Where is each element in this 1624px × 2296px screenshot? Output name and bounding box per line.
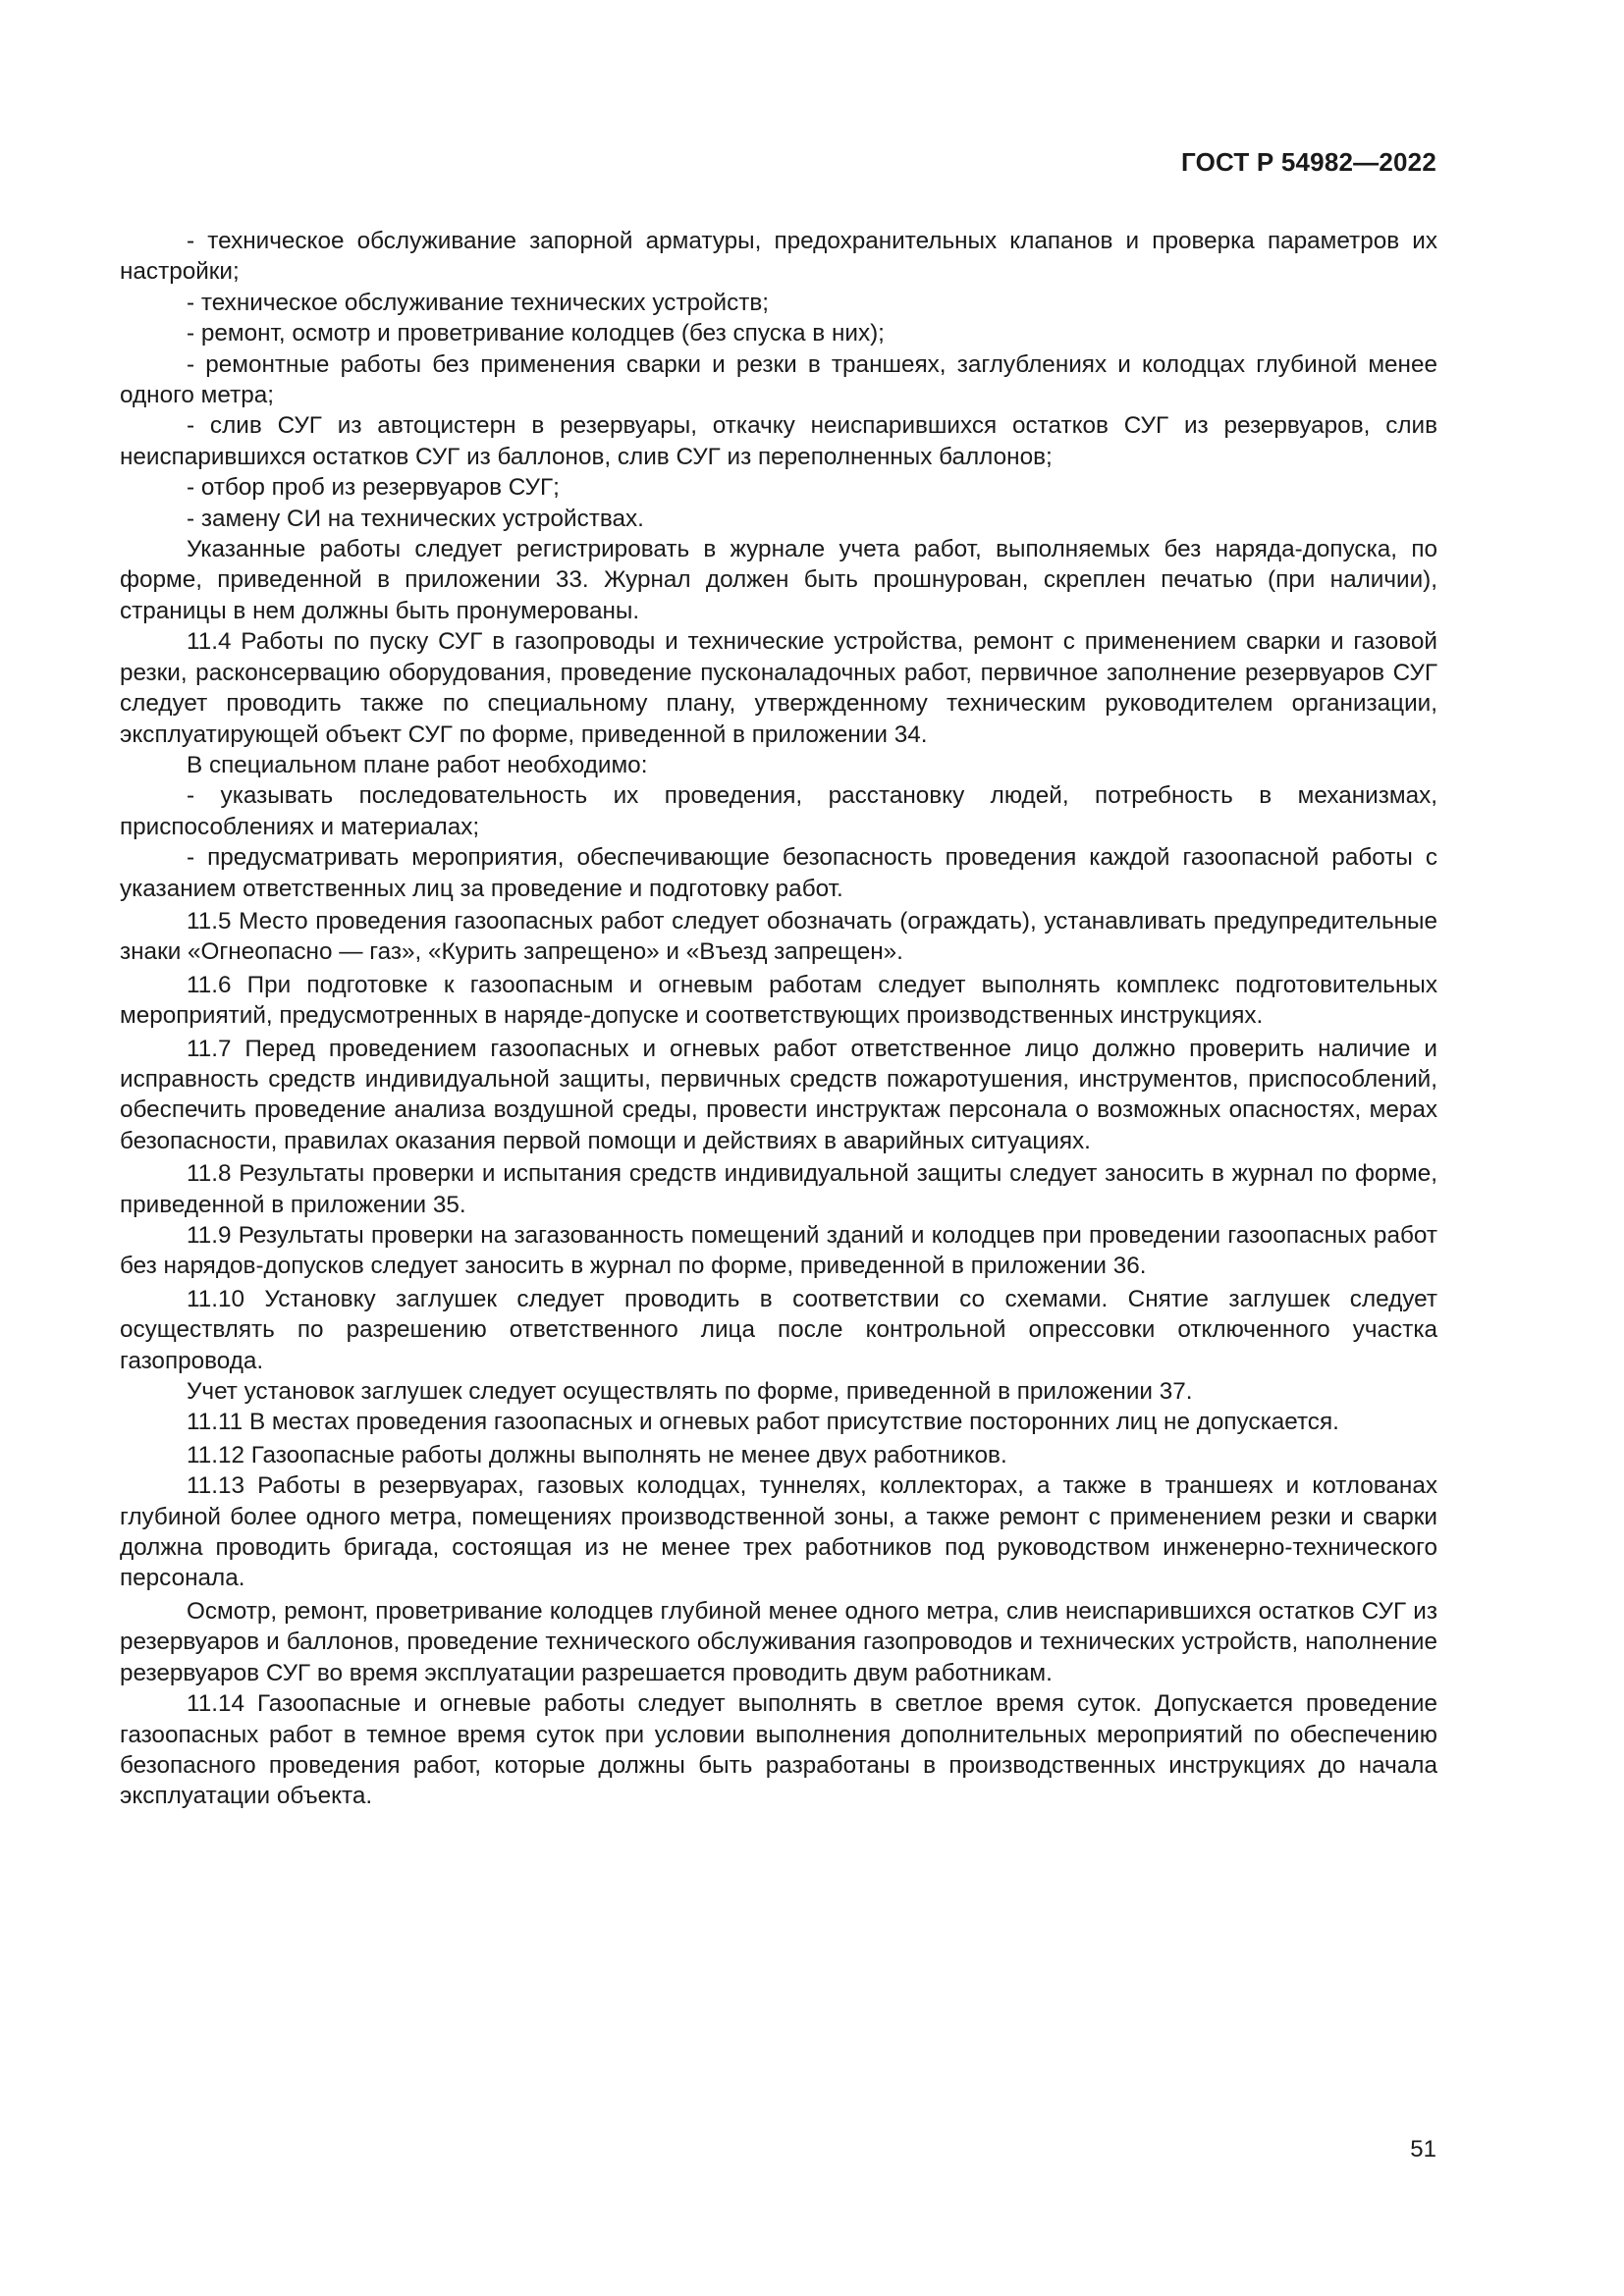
section-11-6: 11.6 При подготовке к газоопасным и огневым работам следует выполнять комплекс подготовительных мероприятий, предусмотренных в наряде-допуске и соответствующих производственных инструкциях. — [120, 971, 1437, 1030]
section-11-13: 11.13 Работы в резервуарах, газовых колодцах, туннелях, коллекторах, а также в траншеях и котлованах глубиной более одного метра, помещениях производственной зоны, а также ремонт с применением резки и сварки должна проводить бригада, состоящая из не менее трех работников под руководством инженерно-технического персонала. — [120, 1472, 1437, 1592]
page-number: 51 — [1410, 2136, 1436, 2163]
paragraph: - слив СУГ из автоцистерн в резервуары, откачку неиспарившихся остатков СУГ из резервуаров, слив неиспарившихся остатков СУГ из баллонов, слив СУГ из переполненных баллонов; — [120, 412, 1437, 470]
paragraph: - техническое обслуживание технических устройств; — [187, 289, 770, 316]
paragraph: - замену СИ на технических устройствах. — [187, 505, 644, 532]
section-11-4: 11.4 Работы по пуску СУГ в газопроводы и технические устройства, ремонт с применением сварки и газовой резки, расконсервацию оборудования, проведение пусконаладочных работ, первичное заполнение резервуаров СУГ следует проводить также по специальному плану, утвержденному техническим руководителем организации, эксплуатирующей объект СУГ по форме, приведенной в приложении 34. — [120, 628, 1437, 748]
section-11-9: 11.9 Результаты проверки на загазованность помещений зданий и колодцев при проведении газоопасных работ без нарядов-допусков следует заносить в журнал по форме, приведенной в приложении 36. — [120, 1222, 1437, 1280]
document-body — [120, 226, 1437, 1812]
section-11-11: 11.11 В местах проведения газоопасных и огневых работ присутствие посторонних лиц не допускается. — [187, 1409, 1339, 1436]
paragraph: В специальном плане работ необходимо: — [187, 751, 648, 778]
section-11-14: 11.14 Газоопасные и огневые работы следует выполнять в светлое время суток. Допускается проведение газоопасных работ в темное время суток при условии выполнения дополнительных мероприятий по обеспечению безопасного проведения работ, которые должны быть разработаны в производственных инструкциях до начала эксплуатации объекта. — [120, 1690, 1437, 1810]
paragraph: Указанные работы следует регистрировать в журнале учета работ, выполняемых без наряда-допуска, по форме, приведенной в приложении 33. Журнал должен быть прошнурован, скреплен печатью (при наличии), страницы в нем должны быть пронумерованы. — [120, 536, 1437, 624]
paragraph: - предусматривать мероприятия, обеспечивающие безопасность проведения каждой газоопасной работы с указанием ответственных лиц за проведение и подготовку работ. — [120, 844, 1437, 902]
paragraph: Учет установок заглушек следует осуществлять по форме, приведенной в приложении 37. — [187, 1378, 1193, 1406]
paragraph: - ремонтные работы без применения сварки и резки в траншеях, заглублениях и колодцах глубиной менее одного метра; — [120, 350, 1437, 409]
paragraph: - техническое обслуживание запорной арматуры, предохранительных клапанов и проверка параметров их настройки; — [120, 228, 1437, 286]
section-11-8: 11.8 Результаты проверки и испытания средств индивидуальной защиты следует заносить в журнал по форме, приведенной в приложении 35. — [120, 1160, 1437, 1218]
paragraph: Осмотр, ремонт, проветривание колодцев глубиной менее одного метра, слив неиспарившихся остатков СУГ из резервуаров и баллонов, проведение технического обслуживания газопроводов и технических устройств, наполнение резервуаров СУГ во время эксплуатации разрешается проводить двум работникам. — [120, 1597, 1437, 1686]
paragraph: - отбор проб из резервуаров СУГ; — [187, 474, 560, 502]
section-11-12: 11.12 Газоопасные работы должны выполнять не менее двух работников. — [187, 1441, 1007, 1468]
document-header: ГОСТ Р 54982—2022 — [1181, 147, 1436, 177]
section-11-7: 11.7 Перед проведением газоопасных и огневых работ ответственное лицо должно проверить наличие и исправность средств индивидуальной защиты, первичных средств пожаротушения, инструментов, приспособлений, обеспечить проведение анализа воздушной среды, провести инструктаж персонала о возможных опасностях, мерах безопасности, правилах оказания первой помощи и действиях в аварийных ситуациях. — [120, 1035, 1437, 1154]
section-11-10: 11.10 Установку заглушек следует проводить в соответствии со схемами. Снятие заглушек следует осуществлять по разрешению ответственного лица после контрольной опрессовки отключенного участка газопровода. — [120, 1285, 1437, 1374]
section-11-5: 11.5 Место проведения газоопасных работ следует обозначать (ограждать), устанавливать предупредительные знаки «Огнеопасно — газ», «Курить запрещено» и «Въезд запрещен». — [120, 907, 1437, 966]
paragraph: - указывать последовательность их проведения, расстановку людей, потребность в механизмах, приспособлениях и материалах; — [120, 782, 1437, 840]
paragraph: - ремонт, осмотр и проветривание колодцев (без спуска в них); — [187, 320, 885, 347]
